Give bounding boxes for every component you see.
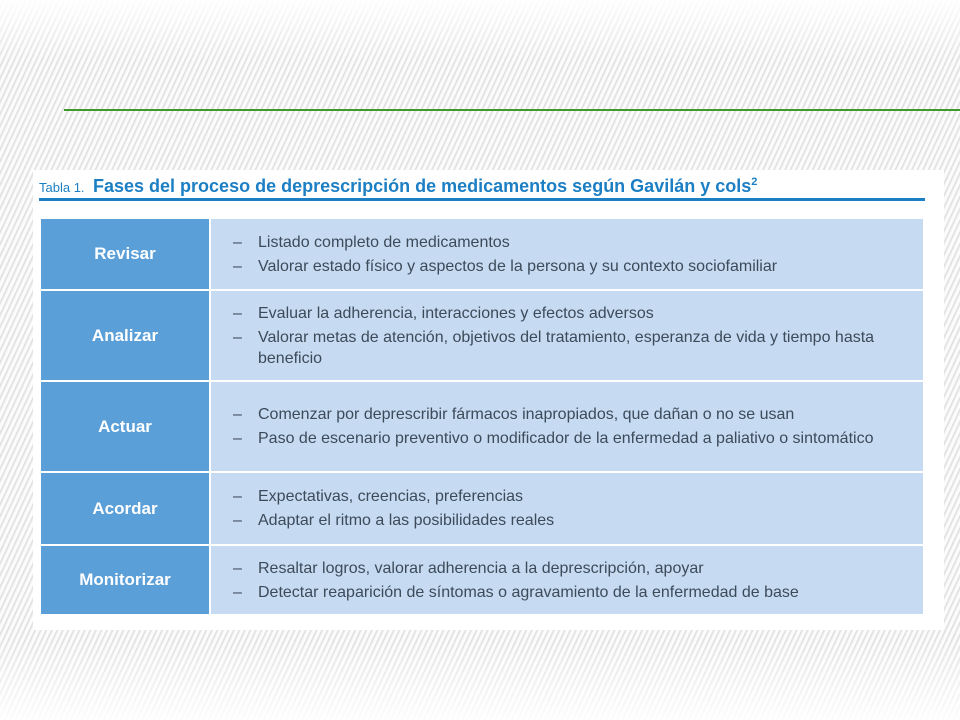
list-item <box>229 232 909 253</box>
background-fade-top <box>0 0 960 60</box>
caption-underline <box>39 198 925 201</box>
list-item <box>229 558 909 579</box>
dash-bullet: – <box>233 233 242 251</box>
list-item-text: Paso de escenario preventivo o modificador de la enfermedad a paliativo o sintomático <box>258 430 874 447</box>
list-item <box>229 428 909 449</box>
phase-name-actuar: Actuar <box>40 381 210 472</box>
list-item <box>229 256 909 277</box>
table-label: Tabla 1. <box>39 180 85 195</box>
phase-items-analizar <box>210 290 924 381</box>
phase-items-acordar <box>210 472 924 545</box>
list-item-text: Listado completo de medicamentos <box>258 233 510 251</box>
list-item-text: Evaluar la adherencia, interacciones y efectos adversos <box>258 304 654 322</box>
table-row <box>40 381 924 472</box>
dash-bullet: – <box>233 328 242 346</box>
table-row <box>40 545 924 615</box>
phases-table <box>39 217 925 616</box>
dash-bullet: – <box>233 406 242 423</box>
table-panel <box>33 170 944 630</box>
list-item-text: Adaptar el ritmo a las posibilidades reales <box>258 512 555 529</box>
table-caption <box>39 176 929 198</box>
phase-name-acordar: Acordar <box>40 472 210 545</box>
list-item-text: Comenzar por deprescribir fármacos inapropiados, que dañan o no se usan <box>258 406 795 423</box>
list-item <box>229 486 909 507</box>
dash-bullet: – <box>233 512 242 529</box>
phase-name-monitorizar: Monitorizar <box>40 545 210 615</box>
phase-items-revisar <box>210 218 924 290</box>
list-item <box>229 327 909 369</box>
dash-bullet: – <box>233 583 242 601</box>
table-row <box>40 472 924 545</box>
list-item <box>229 404 909 425</box>
phase-items-monitorizar <box>210 545 924 615</box>
list-item-text: Expectativas, creencias, preferencias <box>258 488 524 505</box>
phase-name-analizar: Analizar <box>40 290 210 381</box>
dash-bullet: – <box>233 559 242 577</box>
phase-name-revisar: Revisar <box>40 218 210 290</box>
table-row <box>40 218 924 290</box>
list-item-text: Resaltar logros, valorar adherencia a la deprescripción, apoyar <box>258 559 704 577</box>
phase-items-actuar <box>210 381 924 472</box>
dash-bullet: – <box>233 488 242 505</box>
background-fade-bottom <box>0 640 960 720</box>
table-title: Fases del proceso de deprescripción de medicamentos según Gavilán y cols <box>93 176 752 196</box>
list-item <box>229 510 909 531</box>
list-item <box>229 582 909 603</box>
dash-bullet: – <box>233 430 242 447</box>
list-item-text: Valorar metas de atención, objetivos del tratamiento, esperanza de vida y tiempo hasta beneficio <box>258 328 875 367</box>
list-item <box>229 303 909 324</box>
dash-bullet: – <box>233 304 242 322</box>
table-row <box>40 290 924 381</box>
dash-bullet: – <box>233 257 242 275</box>
green-divider-line <box>64 109 960 111</box>
list-item-text: Valorar estado físico y aspectos de la persona y su contexto sociofamiliar <box>258 257 778 275</box>
list-item-text: Detectar reaparición de síntomas o agravamiento de la enfermedad de base <box>258 583 799 601</box>
table-title-reference: 2 <box>751 176 758 188</box>
